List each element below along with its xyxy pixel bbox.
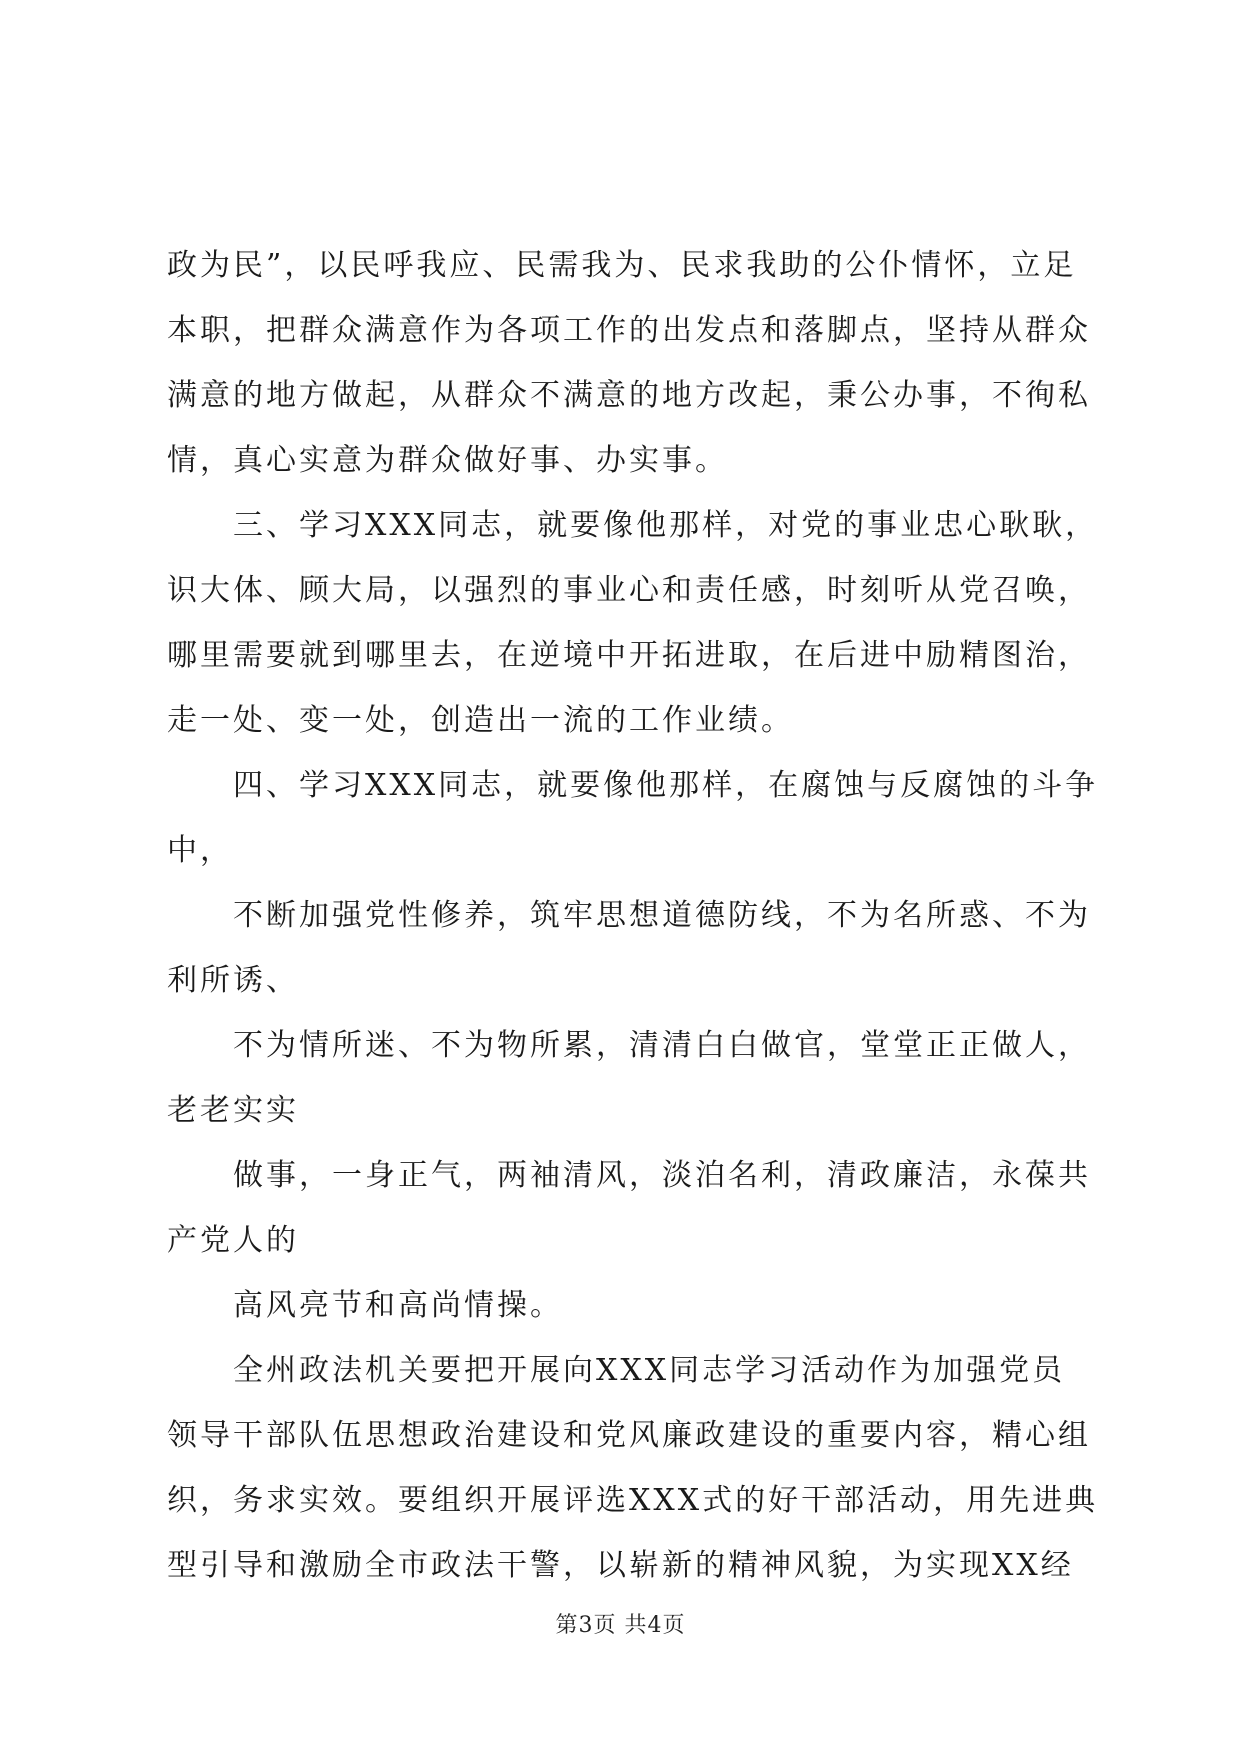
text-line: 哪里需要就到哪里去，在逆境中开拓进取，在后进中励精图治， (167, 638, 1091, 673)
text-line: 利所诱、 (167, 963, 299, 998)
text-line: 情，真心实意为群众做好事、办实事。 (167, 443, 728, 478)
text-line: 老老实实 (167, 1093, 299, 1128)
text-line: 产党人的 (167, 1223, 299, 1258)
text-line: 全州政法机关要把开展向XXX同志学习活动作为加强党员 (233, 1353, 1066, 1388)
text-line: 本职，把群众满意作为各项工作的出发点和落脚点，坚持从群众 (167, 313, 1091, 348)
text-line: 做事，一身正气，两袖清风，淡泊名利，清政廉洁，永葆共 (233, 1158, 1091, 1193)
text-line: 走一处、变一处，创造出一流的工作业绩。 (167, 703, 794, 738)
text-line: 满意的地方做起，从群众不满意的地方改起，秉公办事，不徇私 (167, 378, 1091, 413)
text-line: 四、学习XXX同志，就要像他那样，在腐蚀与反腐蚀的斗争 (233, 768, 1099, 803)
text-line: 不为情所迷、不为物所累，清清白白做官，堂堂正正做人， (233, 1028, 1091, 1063)
page-number-footer: 第3页 共4页 (555, 1613, 686, 1638)
text-line: 织，务求实效。要组织开展评选XXX式的好干部活动，用先进典 (167, 1483, 1099, 1518)
text-line: 识大体、顾大局，以强烈的事业心和责任感，时刻听从党召唤， (167, 573, 1091, 608)
text-line: 不断加强党性修养，筑牢思想道德防线，不为名所惑、不为 (233, 898, 1091, 933)
document-body (167, 233, 1099, 1598)
text-line: 政为民”，以民呼我应、民需我为、民求我助的公仆情怀，立足 (167, 248, 1077, 283)
text-line: 三、学习XXX同志，就要像他那样，对党的事业忠心耿耿， (233, 508, 1099, 543)
text-line: 高风亮节和高尚情操。 (233, 1288, 563, 1323)
text-line: 中， (167, 833, 233, 868)
text-line: 领导干部队伍思想政治建设和党风廉政建设的重要内容，精心组 (167, 1418, 1091, 1453)
text-line: 型引导和激励全市政法干警，以崭新的精神风貌，为实现XX经 (167, 1548, 1074, 1583)
